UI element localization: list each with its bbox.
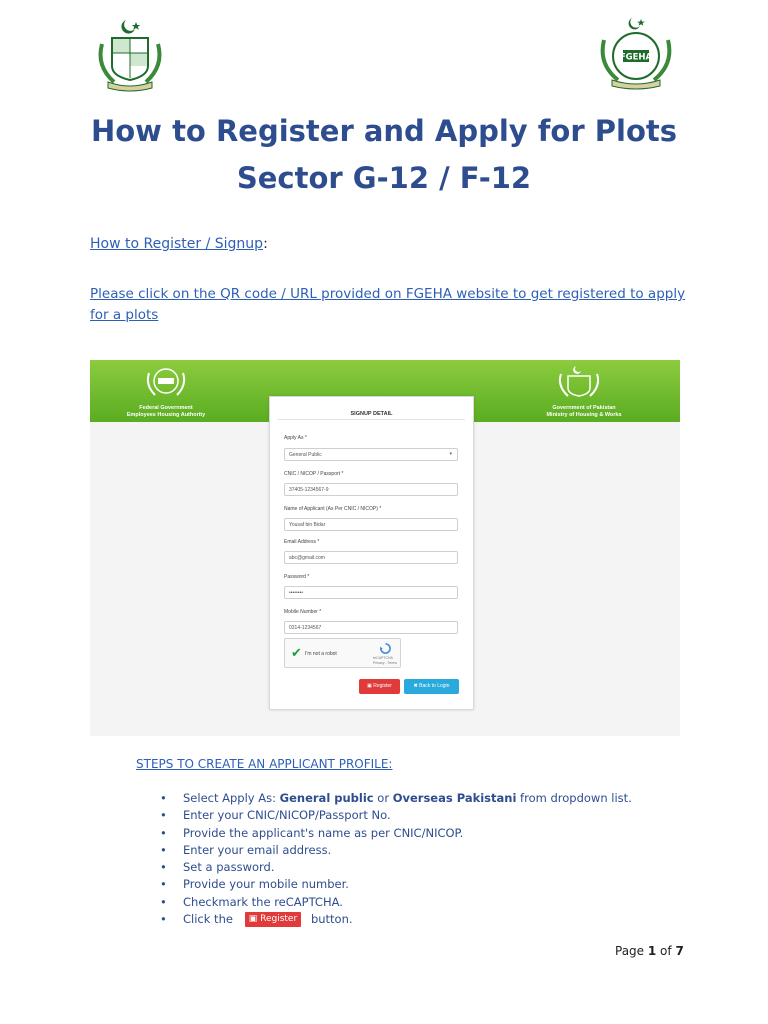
step-1-option-general: General public (279, 791, 374, 805)
inline-register-label: Register (260, 914, 298, 925)
instruction-line2[interactable]: for a plots (90, 307, 159, 323)
page-title-line1: How to Register and Apply for Plots (90, 114, 677, 148)
step-item: • Enter your CNIC/NICOP/Passport No. (160, 807, 632, 824)
step-1-pre: Select Apply As: (183, 791, 280, 805)
pakistan-banner-logo-icon (556, 364, 602, 403)
step-1-mid: or (373, 791, 393, 805)
chevron-down-icon: ▾ (449, 451, 452, 457)
government-of-pakistan-emblem (92, 16, 168, 92)
steps-heading[interactable]: STEPS TO CREATE AN APPLICANT PROFILE: (136, 757, 393, 771)
apply-as-value: General Public (289, 452, 322, 458)
banner-left-text (122, 405, 210, 419)
steps-list (160, 790, 632, 928)
page-title-line2: Sector G-12 / F-12 (236, 161, 532, 195)
banner-right-line2: Ministry of Housing & Works (546, 412, 622, 419)
step-item: • Provide the applicant's name as per CNIC/NICOP. (160, 825, 632, 842)
close-icon: ✖ (413, 683, 418, 689)
form-divider (278, 419, 465, 420)
banner-right-line1: Government of Pakistan (552, 405, 616, 411)
recaptcha-logo-icon (380, 643, 391, 654)
page-of: of (656, 944, 676, 958)
page-current: 1 (647, 944, 657, 958)
banner-left-line2: Employees Housing Authority (126, 412, 206, 419)
step-1-option-overseas: Overseas Pakistani (392, 791, 517, 805)
cnic-label: CNIC / NICOP / Passport * (284, 471, 344, 477)
password-input[interactable]: •••••••• (284, 586, 458, 599)
save-icon: ▣ (367, 683, 372, 689)
page-label: Page (615, 944, 648, 958)
captcha-brand: reCAPTCHA (373, 656, 393, 660)
captcha-links[interactable]: Privacy - Terms (373, 661, 398, 665)
step-item: • Set a password. (160, 859, 632, 876)
signup-screenshot (90, 360, 680, 736)
captcha-text: I'm not a robot (305, 651, 337, 657)
back-to-login-button[interactable] (404, 679, 459, 694)
register-button-label: Register (373, 683, 392, 689)
banner-right-text (542, 405, 626, 419)
page-total: 7 (675, 944, 684, 958)
page-number (615, 944, 684, 958)
step-8-post: button. (310, 912, 353, 927)
fgeha-emblem (596, 16, 676, 90)
instruction-line1[interactable]: Please click on the QR code / URL provided on FGEHA website to get registered to apply (90, 286, 686, 302)
recaptcha-widget[interactable] (284, 638, 401, 668)
save-icon: ▣ (248, 914, 261, 925)
email-input[interactable]: abc@gmail.com (284, 551, 458, 564)
signup-form (269, 396, 474, 710)
step-item: • Checkmark the reCAPTCHA. (160, 894, 632, 911)
banner-left-line1: Federal Government (139, 405, 193, 411)
inline-register-button (245, 912, 301, 927)
back-to-login-label: Back to Login (419, 683, 450, 689)
register-button[interactable] (359, 679, 400, 694)
apply-as-select[interactable] (284, 448, 458, 461)
fgeha-emblem-text: FGEHA (619, 52, 653, 63)
fgeha-banner-logo-icon (143, 365, 189, 402)
name-label: Name of Applicant (As Per CNIC / NICOP) * (284, 506, 382, 512)
step-8-pre: Click the (183, 912, 233, 927)
email-label: Email Address * (284, 539, 320, 545)
step-item (160, 790, 632, 807)
password-label: Password * (284, 574, 310, 580)
register-heading-colon: : (263, 236, 268, 252)
mobile-input[interactable]: 0314-1234567 (284, 621, 458, 634)
name-input[interactable]: Yousaf bin Bidar (284, 518, 458, 531)
step-item (160, 911, 632, 928)
step-item: • Provide your mobile number. (160, 876, 632, 893)
step-item: • Enter your email address. (160, 842, 632, 859)
register-heading (90, 236, 268, 252)
form-title: SIGNUP DETAIL (350, 411, 393, 417)
checkmark-icon[interactable]: ✔ (291, 645, 302, 660)
mobile-label: Mobile Number * (284, 609, 322, 615)
apply-as-label: Apply As * (284, 435, 307, 441)
register-heading-link[interactable]: How to Register / Signup (90, 236, 264, 252)
cnic-input[interactable]: 37405-1234567-9 (284, 483, 458, 496)
step-1-post: from dropdown list. (516, 791, 632, 805)
